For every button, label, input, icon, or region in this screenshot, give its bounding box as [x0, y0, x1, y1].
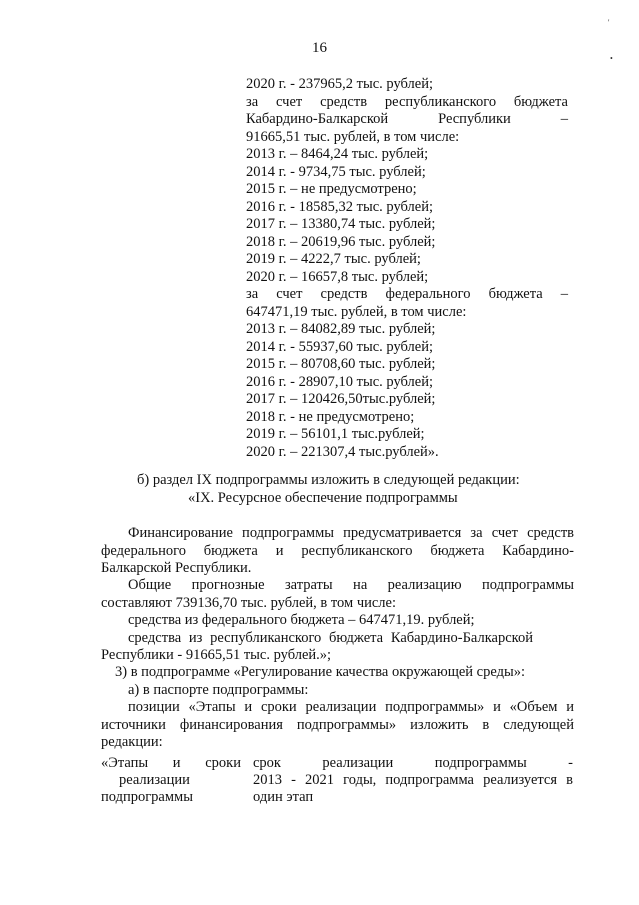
- paragraph-line: редакции:: [101, 734, 163, 750]
- paragraph-line: средства из республиканского бюджета Кабардино-Балкарской: [128, 630, 533, 646]
- paragraph-line: Финансирование подпрограммы предусматривается за счет средств: [128, 525, 574, 541]
- list-item: 2019 г. – 4222,7 тыс. рублей;: [246, 251, 421, 267]
- table-label-line: подпрограммы: [101, 789, 193, 805]
- list-item: 2014 г. - 9734,75 тыс. рублей;: [246, 163, 426, 180]
- list-item: 2015 г. – 80708,60 тыс. рублей;: [246, 356, 436, 372]
- paragraph-line: средства из федерального бюджета – 647471,19. рублей;: [128, 612, 475, 628]
- list-item: 2016 г. - 18585,32 тыс. рублей;: [246, 198, 433, 215]
- list-item: 2015 г. – не предусмотрено;: [246, 181, 417, 197]
- list-item: 2020 г. – 221307,4 тыс.рублей».: [246, 443, 439, 460]
- scan-mark: •: [610, 54, 613, 63]
- funding-list: [246, 76, 568, 461]
- paragraph-line: Республики - 91665,51 тыс. рублей.»;: [101, 647, 332, 663]
- table-value-line: один этап: [253, 789, 314, 805]
- section-heading: «IX. Ресурсное обеспечение подпрограммы: [188, 490, 458, 506]
- section-b-instruction: б) раздел IX подпрограммы изложить в следующей редакции:: [137, 472, 520, 488]
- list-item: 2013 г. – 84082,89 тыс. рублей;: [246, 321, 436, 337]
- list-item: 2018 г. - не предусмотрено;: [246, 408, 415, 425]
- regional-total: 91665,51 тыс. рублей, в том числе:: [246, 128, 460, 145]
- list-item: 2017 г. – 13380,74 тыс. рублей;: [246, 216, 436, 232]
- table-label-line: реализации: [119, 772, 190, 788]
- list-item: 2019 г. – 56101,1 тыс.рублей;: [246, 426, 425, 442]
- paragraph-line: Общие прогнозные затраты на реализацию подпрограммы: [128, 577, 574, 593]
- paragraph-line: федерального бюджета и республиканского бюджета Кабардино-: [101, 543, 574, 559]
- federal-intro-line: за счет средств федерального бюджета –: [246, 286, 568, 302]
- list-item: 2017 г. – 120426,50тыс.рублей;: [246, 391, 436, 407]
- paragraph-line: источники финансирования подпрограммы» изложить в следующей: [101, 717, 574, 733]
- paragraph-line: позиции «Этапы и сроки реализации подпрограммы» и «Объем и: [128, 699, 574, 715]
- paragraph-line: составляют 739136,70 тыс. рублей, в том числе:: [101, 595, 397, 611]
- list-item: 2016 г. - 28907,10 тыс. рублей;: [246, 373, 433, 390]
- list-item: 2018 г. – 20619,96 тыс. рублей;: [246, 233, 436, 250]
- table-label-line: «Этапы и сроки: [101, 755, 241, 771]
- paragraph-line: а) в паспорте подпрограммы:: [128, 682, 309, 698]
- regional-intro-line: Кабардино-Балкарской Республики –: [246, 111, 568, 127]
- paragraph-line: Балкарской Республики.: [101, 560, 252, 576]
- table-value-line: 2013 - 2021 годы, подпрограмма реализуется в: [253, 772, 573, 788]
- table-value-line: срок реализации подпрограммы -: [253, 755, 573, 771]
- list-item: 2014 г. - 55937,60 тыс. рублей;: [246, 338, 433, 355]
- paragraph-line: 3) в подпрограмме «Регулирование качества окружающей среды»:: [115, 664, 526, 680]
- federal-total: 647471,19 тыс. рублей, в том числе:: [246, 303, 467, 320]
- list-item: 2020 г. – 16657,8 тыс. рублей;: [246, 268, 429, 285]
- regional-intro-line: за счет средств республиканского бюджета: [246, 93, 568, 110]
- list-item: 2013 г. – 8464,24 тыс. рублей;: [246, 146, 429, 162]
- page-number: 16: [312, 40, 327, 56]
- scan-mark: ': [608, 18, 610, 27]
- list-item: 2020 г. - 237965,2 тыс. рублей;: [246, 76, 433, 92]
